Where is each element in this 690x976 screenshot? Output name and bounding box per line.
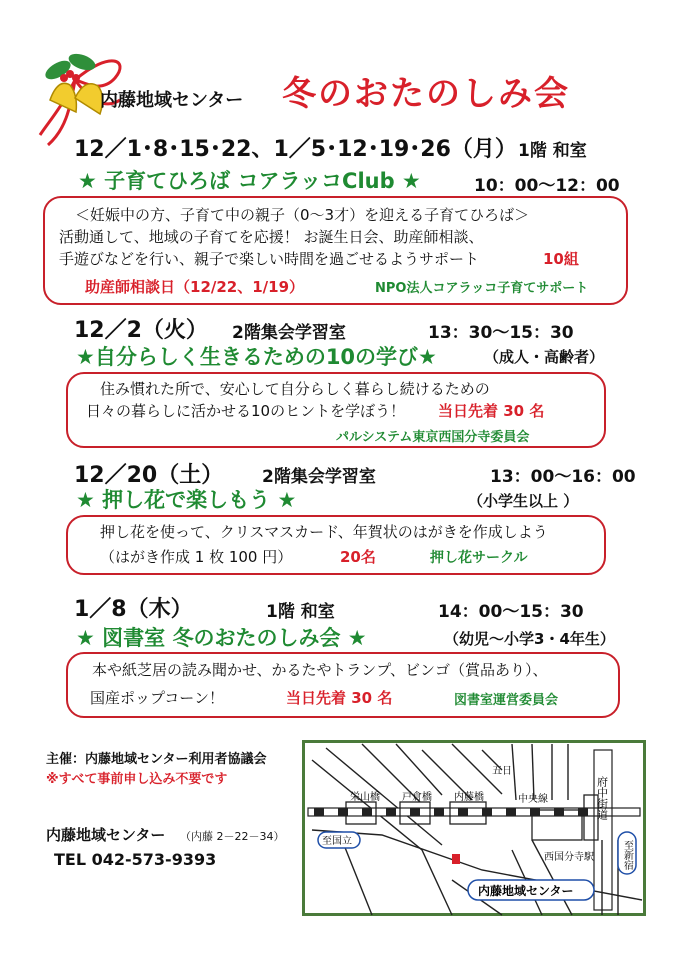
event2-organizer: パルシステム東京西国分寺委員会	[336, 430, 530, 445]
map-label-station: 西国分寺駅	[544, 852, 594, 863]
event4-room: 1階 和室	[266, 602, 335, 622]
event3-capacity: 20名	[340, 548, 376, 566]
event4-desc2: 国産ポップコーン！	[90, 689, 224, 707]
event1-desc3: 手遊びなどを行い、親子で楽しい時間を過ごせるようサポート	[59, 250, 480, 268]
map-label-to-shinjuku: 至新宿	[621, 840, 633, 870]
event4-time: 14：00～15：30	[438, 602, 584, 622]
access-map	[302, 740, 646, 916]
event1-desc1: ＜妊娠中の方、子育て中の親子（0～3才）を迎える子育てひろば＞	[75, 206, 530, 224]
event1-date: 12／1･8･15･22、1／5･12･19･26（月）	[74, 137, 517, 162]
map-label-to-kunitachi: 至国立	[322, 836, 352, 847]
map-label-center: 内藤地域センター	[478, 884, 574, 898]
event3-desc2: （はがき作成 1 枚 100 円）	[100, 548, 293, 566]
map-label-chuo-line: 中央線	[518, 794, 548, 805]
event3-time: 13：00～16：00	[490, 467, 636, 487]
event1-time: 10：00～12：00	[474, 176, 620, 196]
map-label-tokura-bashi: 戸倉橋	[402, 792, 432, 803]
notice-text: ※すべて事前申し込み不要です	[46, 772, 228, 787]
event4-box	[66, 652, 620, 718]
event1-room: 1階 和室	[518, 141, 587, 161]
event4-organizer: 図書室運営委員会	[454, 693, 559, 708]
map-label-kayama-bashi: 栄山橋	[350, 792, 380, 803]
map-label-naito-bashi: 内藤橋	[454, 792, 484, 803]
event4-capacity: 当日先着 30 名	[286, 689, 393, 707]
event4-date: 1／8（木）	[74, 597, 193, 622]
map-label-fuchu-kaido: 府中街道	[595, 776, 609, 820]
event3-box	[66, 515, 606, 575]
event3-title: ★ 押し花で楽しもう ★	[76, 488, 297, 512]
event1-organizer: NPO法人コアラッコ子育てサポート	[375, 281, 589, 296]
event2-box	[66, 372, 606, 448]
event2-desc2: 日々の暮らしに活かせる10のヒントを学ぼう！	[86, 402, 406, 420]
event1-capacity: 10組	[543, 250, 579, 268]
footer-center-name: 内藤地域センター	[46, 826, 166, 844]
event3-desc1: 押し花を使って、クリスマスカード、年賀状のはがきを作成しよう	[100, 523, 548, 541]
event-title: 冬のおたのしみ会	[282, 74, 570, 114]
event3-date: 12／20（土）	[74, 463, 224, 488]
event1-desc2: 活動通して、地域の子育てを応援！ お誕生日会、助産師相談、	[59, 228, 484, 246]
map-label-itsukaichi: 五日	[492, 766, 512, 777]
event2-audience: （成人・高齢者）	[484, 348, 605, 366]
event2-desc1: 住み慣れた所で、安心して自分らしく暮らし続けるための	[100, 380, 490, 398]
event1-note: 助産師相談日（12/22、1/19）	[85, 278, 305, 296]
event3-room: 2階集会学習室	[262, 467, 376, 487]
event1-box	[43, 196, 628, 305]
event2-date: 12／2（火）	[74, 318, 208, 343]
event4-audience: （幼児～小学3・4年生）	[444, 630, 615, 648]
event4-desc1: 本や紙芝居の読み聞かせ、かるたやトランプ、ビンゴ（賞品あり）、	[92, 661, 548, 679]
event1-title: ★ 子育てひろば コアラッコClub ★	[78, 169, 421, 193]
center-name-heading: 内藤地域センター	[100, 90, 244, 111]
event3-audience: （小学生以上 ）	[468, 492, 579, 510]
center-marker	[452, 854, 460, 864]
event2-title: ★自分らしく生きるための10の学び★	[76, 345, 437, 369]
footer-tel: TEL 042-573-9393	[54, 850, 217, 869]
host-text: 主催：内藤地域センター利用者協議会	[46, 752, 267, 767]
event2-time: 13：30～15：30	[428, 323, 574, 343]
event2-room: 2階集会学習室	[232, 323, 346, 343]
footer-address: （内藤 2－22－34）	[180, 830, 285, 843]
event2-capacity: 当日先着 30 名	[438, 402, 545, 420]
event3-organizer: 押し花サークル	[430, 550, 528, 566]
event4-title: ★ 図書室 冬のおたのしみ会 ★	[76, 626, 367, 650]
